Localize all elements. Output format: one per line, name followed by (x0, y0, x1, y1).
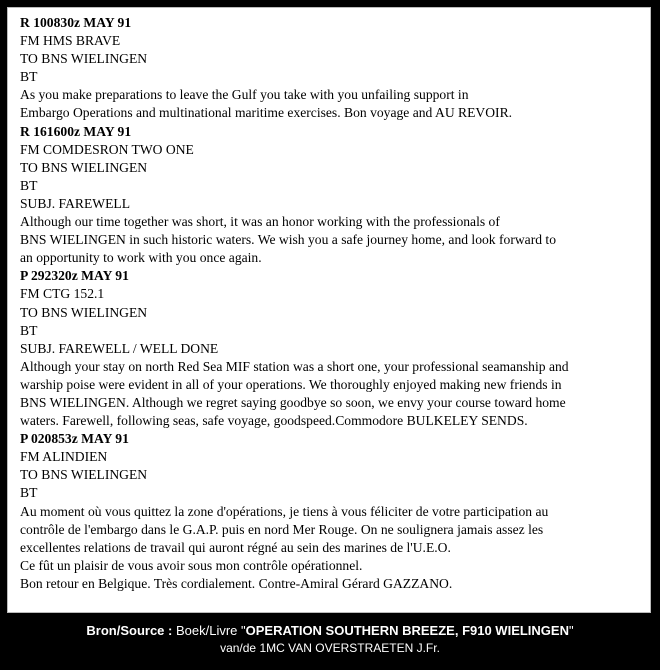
message-line: FM HMS BRAVE (20, 33, 121, 49)
message-header: R 100830z MAY 91 (20, 15, 132, 30)
source-caption (0, 622, 660, 656)
source-line (0, 622, 660, 640)
source-suffix: " (568, 623, 574, 638)
message-line: BT (20, 322, 38, 338)
message-line: Au moment où vous quittez la zone d'opérations, je tiens à vous féliciter de votre participation au (20, 503, 549, 519)
message-block (20, 14, 650, 123)
message-line: SUBJ. FAREWELL (20, 195, 131, 211)
message-block (20, 123, 650, 268)
message-line: FM CTG 152.1 (20, 286, 105, 302)
message-line: waters. Farewell, following seas, safe voyage, goodspeed.Commodore BULKELEY SENDS. (20, 413, 528, 429)
message-line: FM COMDESRON TWO ONE (20, 141, 194, 157)
message-line: As you make preparations to leave the Gulf you take with you unfailing support in (20, 87, 469, 103)
message-header: P 292320z MAY 91 (20, 268, 129, 284)
message-header: P 020853z MAY 91 (20, 431, 129, 447)
document-page (7, 7, 651, 613)
message-line: TO BNS WIELINGEN (20, 304, 148, 320)
message-line: Ce fût un plaisir de vous avoir sous mon contrôle opérationnel. (20, 557, 363, 573)
message-line: an opportunity to work with you once again. (20, 250, 262, 266)
message-line: BT (20, 485, 38, 501)
message-line: Although your stay on north Red Sea MIF station was a short one, your professional seamanship and (20, 358, 569, 374)
book-title: OPERATION SOUTHERN BREEZE, F910 WIELINGEN (245, 623, 569, 638)
message-line: BT (20, 177, 38, 193)
message-line: TO BNS WIELINGEN (20, 467, 148, 483)
message-line: Although our time together was short, it was an honor working with the professionals of (20, 214, 500, 230)
message-line: BNS WIELINGEN. Although we regret saying goodbye so soon, we envy your course toward home (20, 394, 566, 410)
message-block (20, 430, 650, 593)
message-line: BNS WIELINGEN in such historic waters. We wish you a safe journey home, and look forward to (20, 232, 556, 248)
message-line: Bon retour en Belgique. Très cordialement. Contre-Amiral Gérard GAZZANO. (20, 575, 453, 591)
message-line: excellentes relations de travail qui auront régné au sein des marines de l'U.E.O. (20, 539, 451, 555)
message-line: TO BNS WIELINGEN (20, 51, 148, 67)
message-line: Embargo Operations and multinational maritime exercises. Bon voyage and AU REVOIR. (20, 105, 513, 121)
source-prefix: Boek/Livre " (172, 623, 246, 638)
message-line: SUBJ. FAREWELL / WELL DONE (20, 340, 219, 356)
author-line: van/de 1MC VAN OVERSTRAETEN J.Fr. (220, 641, 440, 655)
message-line: BT (20, 69, 38, 85)
message-line: warship poise were evident in all of your operations. We thoroughly enjoyed making new friends in (20, 376, 562, 392)
message-block (20, 267, 650, 430)
message-line: contrôle de l'embargo dans le G.A.P. puis en nord Mer Rouge. On ne soulignera jamais assez les (20, 521, 544, 537)
message-header: R 161600z MAY 91 (20, 123, 132, 139)
message-line: TO BNS WIELINGEN (20, 159, 148, 175)
message-line: FM ALINDIEN (20, 449, 108, 465)
source-label: Bron/Source : (86, 623, 173, 638)
